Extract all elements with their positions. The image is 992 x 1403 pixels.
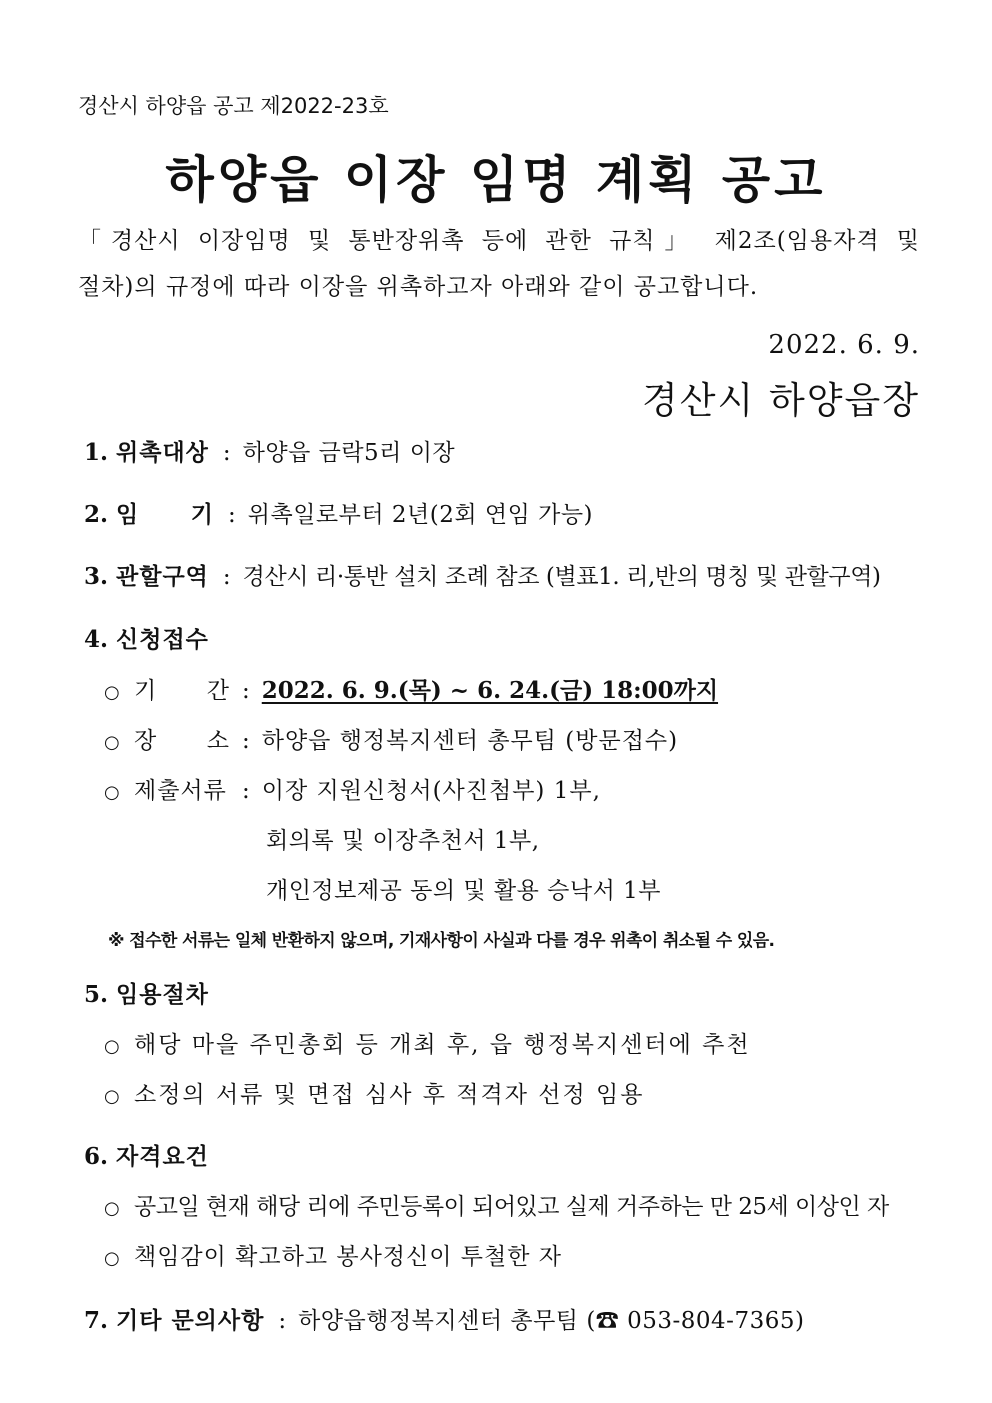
sub-separator: :: [242, 778, 250, 804]
procedure-text: 소정의 서류 및 면접 심사 후 적격자 선정 임용: [134, 1082, 645, 1108]
document-line: 회의록 및 이장추천서 1부,: [266, 828, 540, 854]
document-line: 이장 지원신청서(사진첨부) 1부,: [261, 778, 601, 804]
item-application: [84, 621, 209, 654]
item-procedure: [84, 976, 209, 1009]
sub-label: 장 소: [134, 728, 230, 754]
item-value: 경산시 리·통반 설치 조례 참조 (별표1. 리,반의 명칭 및 관할구역): [242, 564, 881, 590]
document-line: 개인정보제공 동의 및 활용 승낙서 1부: [266, 878, 661, 904]
intro-line-2: 절차)의 규정에 따라 이장을 위촉하고자 아래와 같이 공고합니다.: [78, 274, 759, 300]
item-number: 6.: [84, 1143, 109, 1170]
bullet-circle-icon: ○: [104, 682, 120, 703]
procedure-line: [104, 1026, 751, 1059]
item-inquiry: [84, 1302, 804, 1335]
item-number: 3.: [84, 563, 109, 590]
item-heading: 자격요건: [116, 1143, 209, 1170]
intro-line-1: 「경산시 이장임명 및 통반장위촉 등에 관한 규칙」 제2조(임용자격 및: [78, 228, 920, 254]
page-title: 하양읍 이장 임명 계획 공고: [165, 151, 827, 209]
bullet-circle-icon: ○: [104, 1036, 120, 1057]
item-value: 하양읍 금락5리 이장: [242, 440, 456, 466]
item-number: 1.: [84, 439, 109, 466]
issuer: 경산시 하양읍장: [642, 379, 920, 422]
item-heading: 관할구역: [116, 563, 209, 590]
notice-date: 2022. 6. 9.: [768, 330, 920, 360]
qualification-text: 공고일 현재 해당 리에 주민등록이 되어있고 실제 거주하는 만 25세 이상인 자: [134, 1194, 889, 1220]
application-note: ※ 접수한 서류는 일체 반환하지 않으며, 기재사항이 사실과 다를 경우 위촉이 취소될 수 있음.: [108, 931, 775, 951]
sub-separator: :: [242, 728, 250, 754]
notice-number: 경산시 하양읍 공고 제2022-23호: [78, 94, 389, 118]
procedure-line: [104, 1076, 644, 1109]
sub-label: 제출서류: [134, 778, 227, 804]
item-separator: :: [278, 1308, 287, 1334]
qualification-text: 책임감이 확고하고 봉사정신이 투철한 자: [134, 1244, 562, 1270]
procedure-text: 해당 마을 주민총회 등 개최 후, 읍 행정복지센터에 추천: [134, 1032, 751, 1058]
application-place-value: 하양읍 행정복지센터 총무팀 (방문접수): [261, 728, 679, 754]
sub-label: 기 간: [134, 678, 230, 704]
bullet-circle-icon: ○: [104, 732, 120, 753]
item-heading: 임 기: [116, 501, 215, 528]
item-value: 위촉일로부터 2년(2회 연임 가능): [247, 502, 594, 528]
item-number: 5.: [84, 981, 109, 1008]
application-period: [104, 672, 718, 705]
item-number: 2.: [84, 501, 109, 528]
application-period-value: 2022. 6. 9.(목) ~ 6. 24.(금) 18:00까지: [261, 677, 719, 704]
bullet-circle-icon: ○: [104, 1198, 120, 1219]
item-separator: :: [222, 564, 231, 590]
item-number: 4.: [84, 626, 109, 653]
application-documents: [104, 772, 601, 805]
bullet-circle-icon: ○: [104, 1086, 120, 1107]
qualification-line: [104, 1238, 562, 1271]
item-area: [84, 558, 881, 591]
item-heading: 신청접수: [116, 626, 209, 653]
item-heading: 위촉대상: [116, 439, 209, 466]
application-place: [104, 722, 678, 755]
inquiry-contact: 하양읍행정복지센터 총무팀 (☎ 053-804-7365): [298, 1308, 805, 1334]
item-separator: :: [228, 502, 236, 528]
item-heading: 임용절차: [116, 981, 209, 1008]
sub-separator: :: [242, 678, 250, 704]
item-target: [84, 434, 455, 467]
qualification-line: [104, 1188, 889, 1221]
bullet-circle-icon: ○: [104, 1248, 120, 1269]
bullet-circle-icon: ○: [104, 782, 120, 803]
item-qualification: [84, 1138, 209, 1171]
item-term: [84, 496, 593, 529]
item-separator: :: [222, 440, 231, 466]
item-heading: 기타 문의사항: [116, 1307, 265, 1334]
item-number: 7.: [84, 1307, 109, 1334]
